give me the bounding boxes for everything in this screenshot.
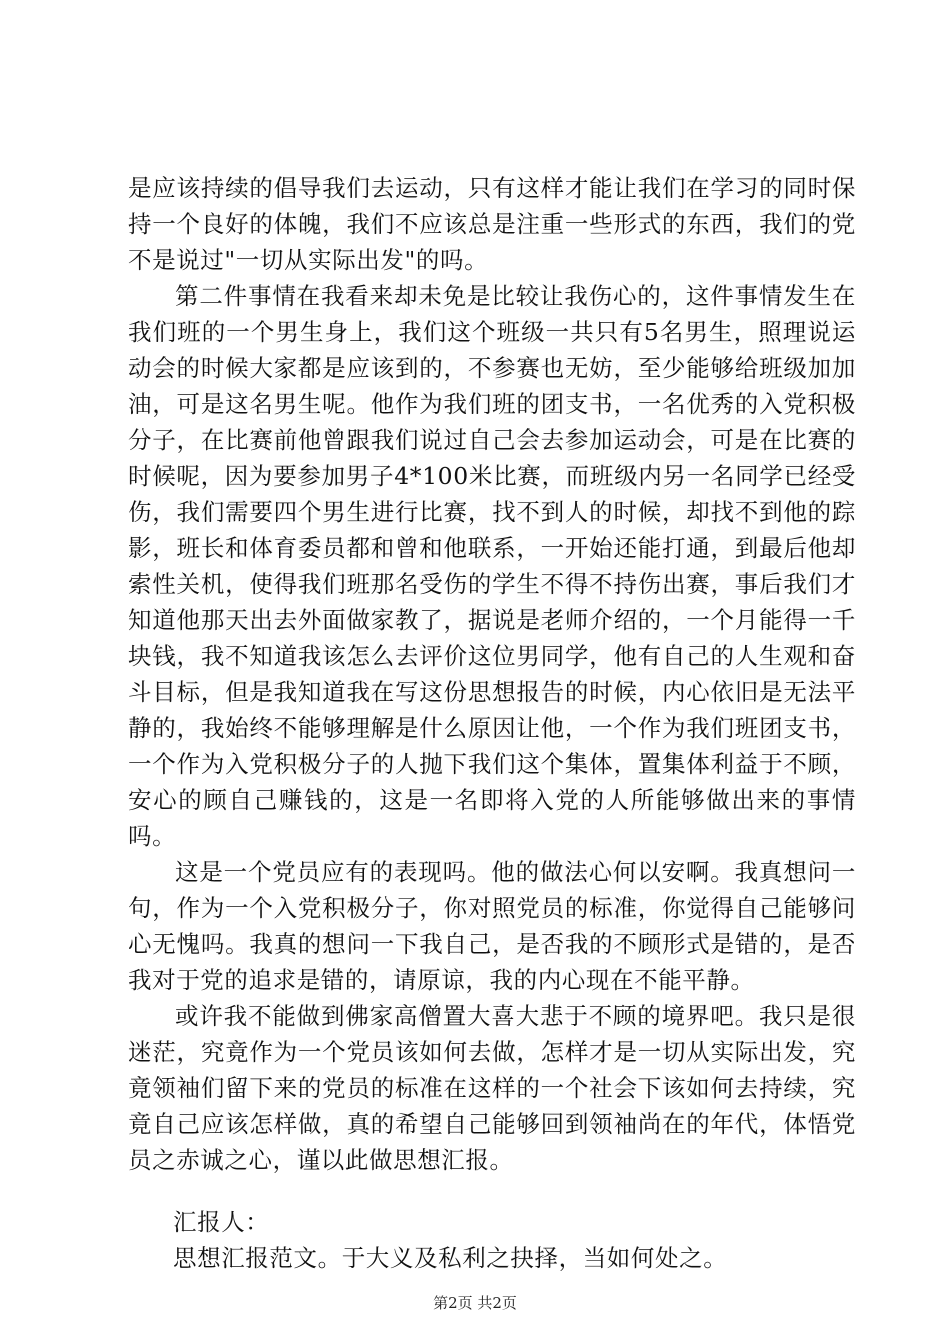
document-body: [128, 170, 856, 1276]
paragraph-2: 第二件事情在我看来却未免是比较让我伤心的，这件事情发生在我们班的一个男生身上，我们这个班级一共只有5名男生，照理说运动会的时候大家都是应该到的，不参赛也无妨，至少能够给班级加加油，可是这名男生呢。他作为我们班的团支书，一名优秀的入党积极分子，在比赛前他曾跟我们说过自己会去参加运动会，可是在比赛的时候呢，因为要参加男子4*100米比赛，而班级内另一名同学已经受伤，我们需要四个男生进行比赛，找不到人的时候，却找不到他的踪影，班长和体育委员都和曾和他联系，一开始还能打通，到最后他却索性关机，使得我们班那名受伤的学生不得不持伤出赛，事后我们才知道他那天出去外面做家教了，据说是老师介绍的，一个月能得一千块钱，我不知道我该怎么去评价这位男同学，他有自己的人生观和奋斗目标，但是我知道我在写这份思想报告的时候，内心依旧是无法平静的，我始终不能够理解是什么原因让他，一个作为我们班团支书，一个作为入党积极分子的人抛下我们这个集体，置集体利益于不顾，安心的顾自己赚钱的，这是一名即将入党的人所能够做出来的事情吗。: [128, 282, 856, 850]
paragraph-1: 是应该持续的倡导我们去运动，只有这样才能让我们在学习的同时保持一个良好的体魄，我们不应该总是注重一些形式的东西，我们的党不是说过"一切从实际出发"的吗。: [128, 174, 856, 274]
paragraph-3: 这是一个党员应有的表现吗。他的做法心何以安啊。我真想问一句，作为一个入党积极分子，你对照党员的标准，你觉得自己能够问心无愧吗。我真的想问一下我自己，是否我的不顾形式是错的，是否我对于党的追求是错的，请原谅，我的内心现在不能平静。: [128, 858, 856, 994]
page-footer: 第2页 共2页: [433, 1294, 517, 1312]
closing-line: 思想汇报范文。于大义及私利之抉择，当如何处之。: [173, 1244, 728, 1272]
paragraph-4: 或许我不能做到佛家高僧置大喜大悲于不顾的境界吧。我只是很迷茫，究竟作为一个党员该如何去做，怎样才是一切从实际出发，究竟领袖们留下来的党员的标准在这样的一个社会下该如何去持续，究竟自己应该怎样做，真的希望自己能够回到领袖尚在的年代，体悟党员之赤诚之心，谨以此做思想汇报。: [128, 1002, 856, 1174]
signature-block: [128, 1204, 856, 1276]
reporter-label: 汇报人：: [173, 1208, 270, 1236]
